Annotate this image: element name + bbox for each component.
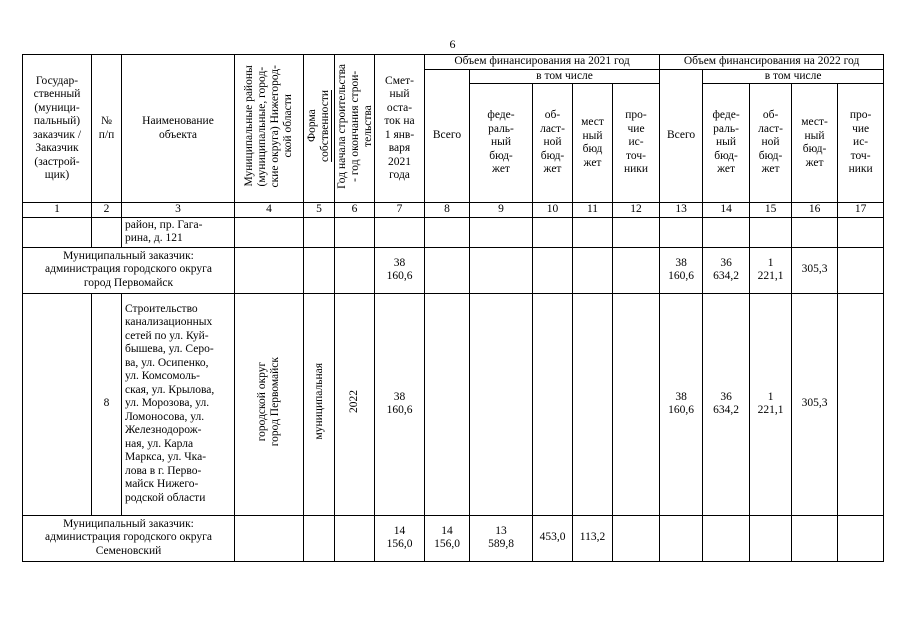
header-number: № п/п bbox=[92, 55, 122, 203]
column-number: 15 bbox=[750, 203, 792, 218]
column-number: 16 bbox=[792, 203, 838, 218]
total-2021-cell: 14 156,0 bbox=[425, 515, 470, 561]
header-customer: Государ- ственный (муници- пальный) заказчик / Заказчик (застрой- щик) bbox=[23, 55, 92, 203]
ownership-cell: муниципальная bbox=[304, 293, 335, 515]
column-numbers-row bbox=[23, 203, 884, 218]
local-2022-cell: 305,3 bbox=[792, 247, 838, 293]
column-number: 14 bbox=[703, 203, 750, 218]
column-number: 1 bbox=[23, 203, 92, 218]
column-number: 13 bbox=[660, 203, 703, 218]
column-number: 17 bbox=[838, 203, 884, 218]
header-including-2021: в том числе bbox=[470, 69, 660, 84]
estimate-cell: 38 160,6 bbox=[375, 293, 425, 515]
financing-table bbox=[22, 54, 884, 562]
column-number: 12 bbox=[613, 203, 660, 218]
cell-empty bbox=[23, 217, 92, 247]
column-number: 11 bbox=[573, 203, 613, 218]
local-2021-cell: 113,2 bbox=[573, 515, 613, 561]
table-row bbox=[23, 293, 884, 515]
header-ownership: Форма собственности bbox=[304, 55, 335, 203]
header-object-name: Наименование объекта bbox=[122, 55, 235, 203]
header-local-2021: мест ный бюд жет bbox=[573, 84, 613, 203]
estimate-cell: 14 156,0 bbox=[375, 515, 425, 561]
federal-2022-cell: 36 634,2 bbox=[703, 293, 750, 515]
header-federal-2022: феде- раль- ный бюд- жет bbox=[703, 84, 750, 203]
years-cell: 2022 bbox=[335, 293, 375, 515]
customer-row bbox=[23, 515, 884, 561]
header-total-2021: Всего bbox=[425, 69, 470, 203]
column-number: 2 bbox=[92, 203, 122, 218]
federal-2021-cell: 13 589,8 bbox=[470, 515, 533, 561]
column-number: 7 bbox=[375, 203, 425, 218]
header-other-2021: про- чие ис- точ- ники bbox=[613, 84, 660, 203]
federal-2022-cell: 36 634,2 bbox=[703, 247, 750, 293]
header-including-2022: в том числе bbox=[703, 69, 884, 84]
header-fin-2022: Объем финансирования на 2022 год bbox=[660, 55, 884, 70]
header-estimate: Смет- ный оста- ток на 1 янв- варя 2021 года bbox=[375, 55, 425, 203]
total-2022-cell: 38 160,6 bbox=[660, 293, 703, 515]
local-2022-cell: 305,3 bbox=[792, 293, 838, 515]
column-number: 3 bbox=[122, 203, 235, 218]
item-number: 8 bbox=[92, 293, 122, 515]
header-regional-2022: об- ласт- ной бюд- жет bbox=[750, 84, 792, 203]
customer-row bbox=[23, 247, 884, 293]
column-number: 10 bbox=[533, 203, 573, 218]
header-local-2022: мест- ный бюд- жет bbox=[792, 84, 838, 203]
header-fin-2021: Объем финансирования на 2021 год bbox=[425, 55, 660, 70]
total-2022-cell: 38 160,6 bbox=[660, 247, 703, 293]
column-number: 9 bbox=[470, 203, 533, 218]
header-other-2022: про- чие ис- точ- ники bbox=[838, 84, 884, 203]
regional-2021-cell: 453,0 bbox=[533, 515, 573, 561]
header-federal-2021: феде- раль- ный бюд- жет bbox=[470, 84, 533, 203]
object-name-cell: Строительство канализационных сетей по ул. Куй- бышева, ул. Серо- ва, ул. Осипенко, ул. Комсомоль- ская, ул. Крылова, ул. Морозова, ул. Ломоносова, ул. Железнодорож- ная, ул. Карла Маркса, ул. Чка- лова в г. Перво- майск Нижего- родской области bbox=[122, 293, 235, 515]
table-row bbox=[23, 217, 884, 247]
column-number: 6 bbox=[335, 203, 375, 218]
district-cell: городской округ город Первомайск bbox=[235, 293, 304, 515]
header-regional-2021: об- ласт- ной бюд- жет bbox=[533, 84, 573, 203]
customer-label: Муниципальный заказчик: администрация городского округа Семеновский bbox=[23, 515, 235, 561]
header-total-2022: Всего bbox=[660, 69, 703, 203]
object-name-cell: район, пр. Гага- рина, д. 121 bbox=[122, 217, 235, 247]
cell-empty bbox=[92, 217, 122, 247]
header-districts: Муниципальные районы (муниципальные, город- ские округа) Нижегород- ской области bbox=[235, 55, 304, 203]
header-years: Год начала строительства - год окончания строи- тельства bbox=[335, 55, 375, 203]
column-number: 4 bbox=[235, 203, 304, 218]
page-number: 6 bbox=[449, 37, 456, 51]
estimate-cell: 38 160,6 bbox=[375, 247, 425, 293]
column-number: 5 bbox=[304, 203, 335, 218]
regional-2022-cell: 1 221,1 bbox=[750, 247, 792, 293]
column-number: 8 bbox=[425, 203, 470, 218]
regional-2022-cell: 1 221,1 bbox=[750, 293, 792, 515]
customer-label: Муниципальный заказчик: администрация городского округа город Первомайск bbox=[23, 247, 235, 293]
